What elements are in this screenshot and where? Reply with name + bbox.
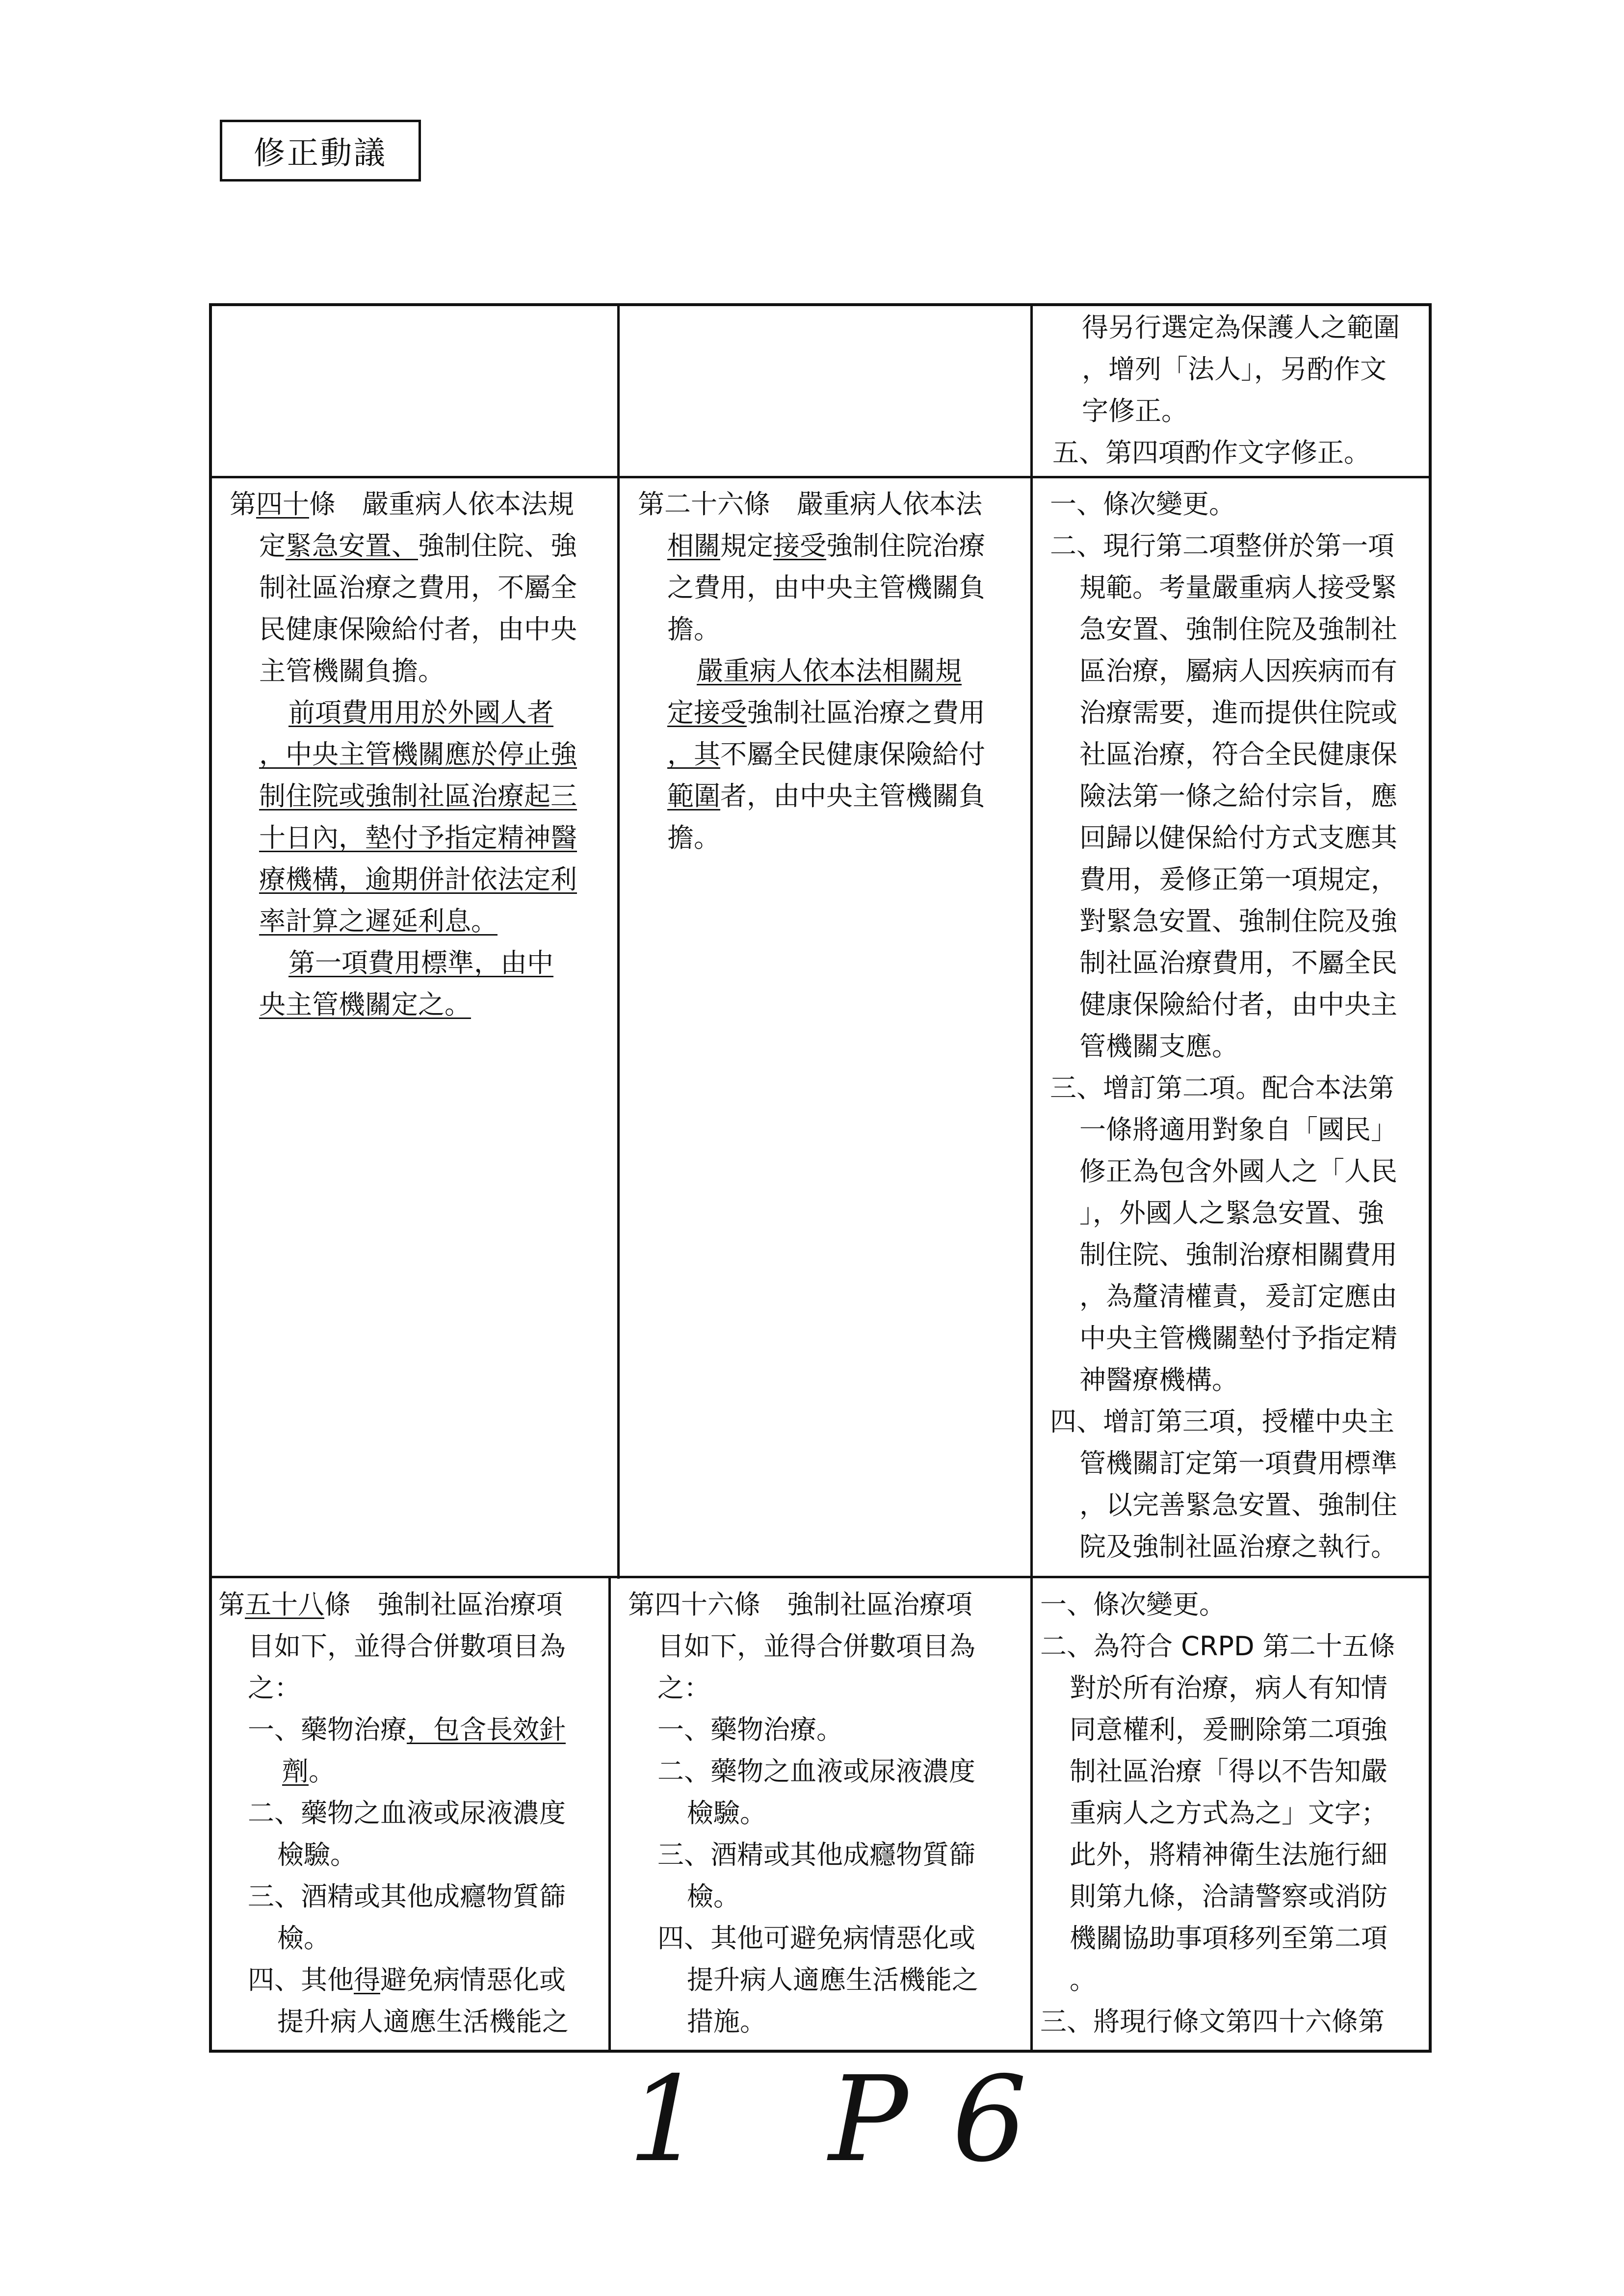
text-line xyxy=(218,1959,606,2001)
text-line: 」，外國人之緊急安置、強 xyxy=(1079,1198,1384,1228)
text-line: 三、酒精或其他成癮物質篩 xyxy=(248,1881,566,1912)
table-border-left xyxy=(209,303,212,2053)
text-line: 之： xyxy=(657,1672,710,1703)
text-line: ，增列「法人」，另酌作文 xyxy=(1082,354,1387,385)
text-line: 回歸以健保給付方式支應其 xyxy=(1079,822,1397,853)
text-segment: 強制住院、強 xyxy=(418,530,577,561)
text-segment: 規定 xyxy=(720,530,773,561)
handwritten-page-number: 1 P6 xyxy=(628,2051,1072,2188)
deleted-text: 範圍 xyxy=(667,781,720,811)
deleted-text: 接受 xyxy=(773,530,826,561)
text-line: 四、其他可避免病情惡化或 xyxy=(657,1923,975,1954)
inserted-text: 央主管機關定之。 xyxy=(259,989,471,1020)
text-line: 得另行選定為保護人之範圍 xyxy=(1082,312,1400,343)
text-line: 神醫療機構。 xyxy=(1079,1364,1238,1395)
inserted-text: 十日內，墊付予指定精神醫 xyxy=(259,822,577,853)
inserted-text: 療機構，逾期併計依法定利 xyxy=(259,864,577,895)
text-line: 制社區治療之費用，不屬全 xyxy=(259,572,577,603)
text-line: 五、第四項酌作文字修正。 xyxy=(1052,437,1370,468)
text-line: 規範。考量嚴重病人接受緊 xyxy=(1079,572,1397,603)
deleted-text: 相關 xyxy=(667,530,720,561)
text-line: 院及強制社區治療之執行。 xyxy=(1079,1531,1397,1562)
row1-col3-explanation xyxy=(1052,307,1425,473)
article-number: 五十八 xyxy=(245,1589,324,1620)
text-line: 制社區治療「得以不告知嚴 xyxy=(1070,1756,1388,1787)
text-segment: 強制住院治療 xyxy=(826,530,985,561)
row3-col3-explanation xyxy=(1040,1584,1425,2042)
text-line: 二、藥物之血液或尿液濃度 xyxy=(248,1798,566,1828)
text-line: ，為釐清權責，爰訂定應由 xyxy=(1079,1281,1397,1312)
text-line: 字修正。 xyxy=(1082,395,1188,426)
text-line: 。 xyxy=(1070,1964,1096,1995)
text-line: 對緊急安置、強制住院及強 xyxy=(1079,906,1397,937)
text-segment: 避免病情惡化或 xyxy=(380,1964,566,1995)
article-text: 條 強制社區治療項 xyxy=(324,1589,563,1620)
row2-col2-current-text xyxy=(638,483,1025,859)
inserted-text: 得 xyxy=(354,1964,380,1995)
inserted-text: 緊急安置、 xyxy=(286,530,418,561)
text-line xyxy=(230,775,612,817)
text-line xyxy=(230,984,612,1025)
text-line: 制住院、強制治療相關費用 xyxy=(1079,1239,1397,1270)
text-line: 一條將適用對象自「國民」 xyxy=(1079,1114,1397,1145)
text-line: 主管機關負擔。 xyxy=(259,655,445,686)
text-line xyxy=(638,650,1025,692)
text-line: 修正為包含外國人之「人民 xyxy=(1079,1156,1397,1187)
text-line: 三、酒精或其他成癮物質篩 xyxy=(657,1839,975,1870)
text-line: 同意權利，爰刪除第二項強 xyxy=(1070,1714,1388,1745)
text-line xyxy=(230,733,612,775)
text-segment: 者，由中央主管機關負 xyxy=(720,781,985,811)
text-line xyxy=(230,483,612,525)
text-line: 檢。 xyxy=(277,1923,330,1954)
text-line: 提升病人適應生活機能之 xyxy=(277,2006,569,2037)
column-divider-1-lower xyxy=(608,1577,611,2052)
text-line: 對於所有治療，病人有知情 xyxy=(1070,1672,1388,1703)
text-line: 則第九條，洽請警察或消防 xyxy=(1070,1881,1388,1912)
text-line xyxy=(230,942,612,984)
text-line: 第二十六條 嚴重病人依本法 xyxy=(638,489,982,520)
article-text: 條 嚴重病人依本法規 xyxy=(309,489,574,520)
article-prefix: 第 xyxy=(218,1589,245,1620)
article-prefix: 第 xyxy=(230,489,256,520)
row3-col2-current-text xyxy=(628,1584,1025,2042)
text-line: 健康保險給付者，由中央主 xyxy=(1079,989,1397,1020)
text-line: 制社區治療費用，不屬全民 xyxy=(1079,947,1397,978)
text-line xyxy=(230,817,612,859)
text-line: 此外，將精神衛生法施行細 xyxy=(1070,1839,1388,1870)
text-line xyxy=(638,692,1025,733)
text-line: 目如下，並得合併數項目為 xyxy=(248,1631,566,1662)
inserted-text: ，中央主管機關應於停止強 xyxy=(259,739,577,770)
text-line: 一、條次變更。 xyxy=(1040,1589,1226,1620)
text-line xyxy=(218,1750,606,1792)
text-line xyxy=(218,1584,606,1625)
text-segment: 定 xyxy=(259,530,286,561)
column-divider-1 xyxy=(617,303,620,1579)
text-line: 擔。 xyxy=(667,614,720,645)
text-line: 機關協助事項移列至第二項 xyxy=(1070,1923,1388,1954)
deleted-text: 嚴重病人依本法相關規 xyxy=(697,655,962,686)
text-line: 之： xyxy=(248,1672,301,1703)
text-segment: 一、藥物治療 xyxy=(248,1714,407,1745)
inserted-text: 率計算之遲延利息。 xyxy=(259,906,498,937)
text-line: ，以完善緊急安置、強制住 xyxy=(1079,1489,1397,1520)
text-line xyxy=(638,775,1025,817)
text-line: 管機關支應。 xyxy=(1079,1031,1238,1062)
text-line: 治療需要，進而提供住院或 xyxy=(1079,697,1397,728)
text-line: 目如下，並得合併數項目為 xyxy=(657,1631,975,1662)
inserted-text: ，包含長效針 xyxy=(407,1714,566,1745)
column-divider-2 xyxy=(1030,303,1033,2053)
text-line: 二、為符合 CRPD 第二十五條 xyxy=(1040,1631,1395,1662)
text-line: 三、增訂第二項。配合本法第 xyxy=(1050,1072,1394,1103)
text-line: 檢驗。 xyxy=(687,1798,766,1828)
text-line: 三、將現行條文第四十六條第 xyxy=(1040,2006,1385,2037)
text-line: 一、藥物治療。 xyxy=(657,1714,843,1745)
row-divider-2 xyxy=(209,1576,1432,1578)
text-line: 檢。 xyxy=(687,1881,740,1912)
text-segment: 。 xyxy=(309,1756,335,1787)
inserted-text: 第一項費用標準，由中 xyxy=(288,947,553,978)
text-line xyxy=(230,692,612,733)
text-line: 第四十六條 強制社區治療項 xyxy=(628,1589,972,1620)
amendment-motion-label: 修正動議 xyxy=(220,120,421,182)
text-line: 之費用，由中央主管機關負 xyxy=(667,572,985,603)
text-line: 四、增訂第三項，授權中央主 xyxy=(1050,1406,1394,1437)
text-line: 重病人之方式為之」文字； xyxy=(1070,1798,1388,1828)
text-line xyxy=(230,900,612,942)
text-line: 費用，爰修正第一項規定， xyxy=(1079,864,1397,895)
text-line: 一、條次變更。 xyxy=(1050,489,1235,520)
text-line xyxy=(230,525,612,567)
inserted-text: 制住院或強制社區治療起三 xyxy=(259,781,577,811)
text-line: 急安置、強制住院及強制社 xyxy=(1079,614,1397,645)
text-line: 檢驗。 xyxy=(277,1839,357,1870)
table-border-top xyxy=(209,303,1432,306)
text-line: 擔。 xyxy=(667,822,720,853)
row2-col3-explanation xyxy=(1050,483,1425,1567)
row-divider-1 xyxy=(209,476,1432,478)
text-line: 中央主管機關墊付予指定精 xyxy=(1079,1323,1397,1354)
deleted-text: ，其 xyxy=(667,739,720,770)
text-line: 管機關訂定第一項費用標準 xyxy=(1079,1448,1397,1479)
text-line xyxy=(230,859,612,900)
text-line: 區治療，屬病人因疾病而有 xyxy=(1079,655,1397,686)
article-number: 四十 xyxy=(256,489,309,520)
text-line: 社區治療，符合全民健康保 xyxy=(1079,739,1397,770)
text-line: 二、藥物之血液或尿液濃度 xyxy=(657,1756,975,1787)
text-line: 險法第一條之給付宗旨，應 xyxy=(1079,781,1397,811)
text-line: 提升病人適應生活機能之 xyxy=(687,1964,978,1995)
text-line: 二、現行第二項整併於第一項 xyxy=(1050,530,1394,561)
row2-col1-amended-text xyxy=(230,483,612,1025)
table-border-right xyxy=(1429,303,1432,2053)
text-line: 措施。 xyxy=(687,2006,766,2037)
text-segment: 四、其他 xyxy=(248,1964,354,1995)
text-line xyxy=(638,525,1025,567)
text-line xyxy=(638,733,1025,775)
text-segment: 強制社區治療之費用 xyxy=(747,697,985,728)
row3-col1-amended-text xyxy=(218,1584,606,2042)
text-line: 民健康保險給付者，由中央 xyxy=(259,614,577,645)
inserted-text: 前項費用用於外國人者 xyxy=(288,697,553,728)
deleted-text: 定接受 xyxy=(667,697,747,728)
inserted-text: 劑 xyxy=(282,1756,309,1787)
text-line xyxy=(218,1709,606,1750)
text-segment: 不屬全民健康保險給付 xyxy=(720,739,985,770)
